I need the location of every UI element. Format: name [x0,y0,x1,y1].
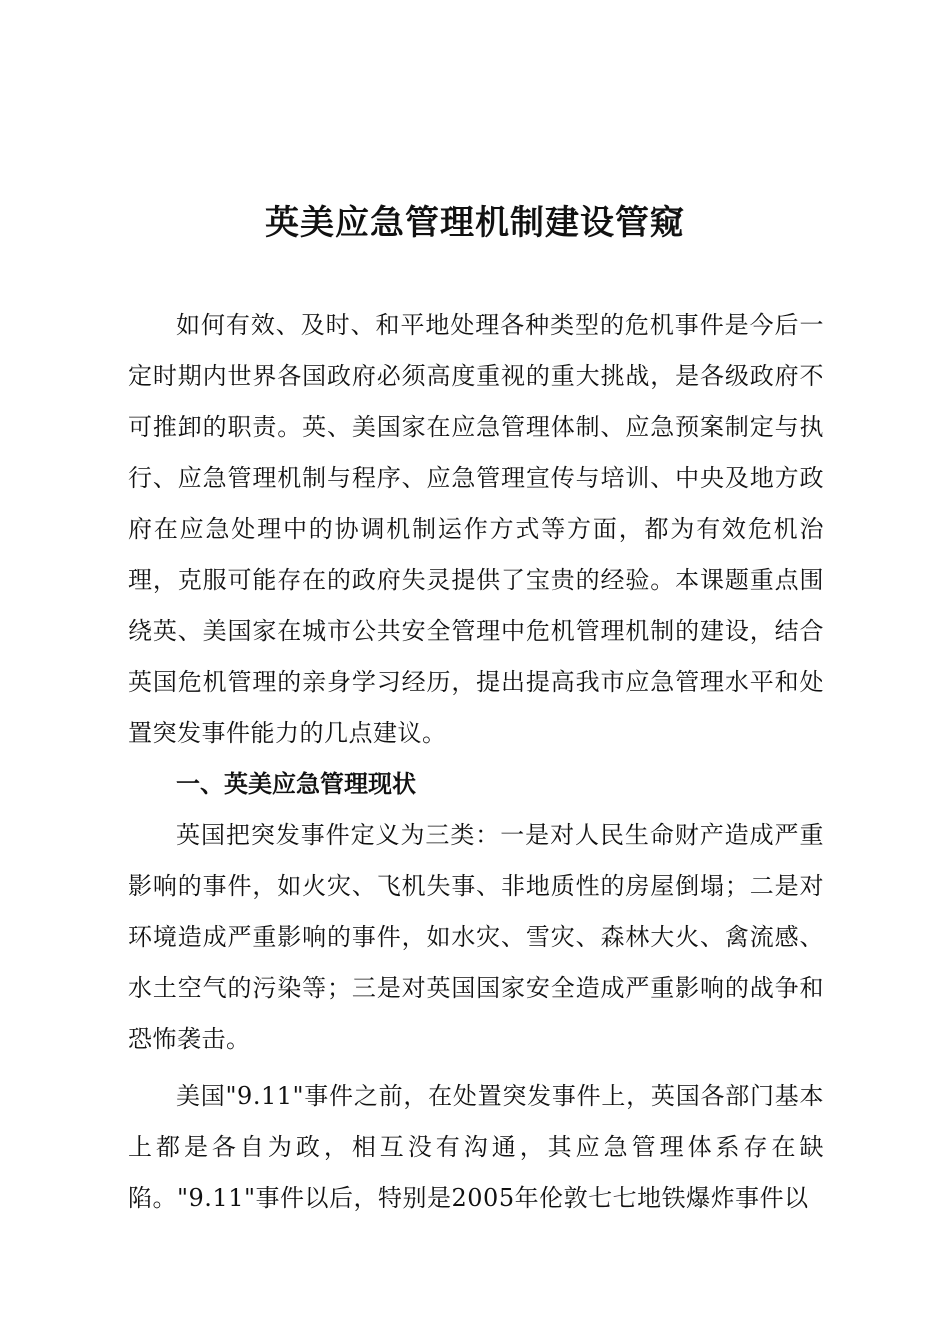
document-body [128,300,824,1224]
section-paragraph-1: 英国把突发事件定义为三类：一是对人民生命财产造成严重影响的事件，如火灾、飞机失事、非地质性的房屋倒塌；二是对环境造成严重影响的事件，如水灾、雪灾、森林大火、禽流感、水土空气的污染等；三是对英国国家安全造成严重影响的战争和恐怖袭击。 [128,821,824,1053]
section-heading: 一、英美应急管理现状 [176,770,416,798]
section-paragraph-2: 美国"9.11"事件之前，在处置突发事件上，英国各部门基本上都是各自为政，相互没有沟通，其应急管理体系存在缺陷。"9.11"事件以后，特别是2005年伦敦七七地铁爆炸事件以 [128,1082,824,1212]
intro-paragraph: 如何有效、及时、和平地处理各种类型的危机事件是今后一定时期内世界各国政府必须高度重视的重大挑战，是各级政府不可推卸的职责。英、美国家在应急管理体制、应急预案制定与执行、应急管理机制与程序、应急管理宣传与培训、中央及地方政府在应急处理中的协调机制运作方式等方面，都为有效危机治理，克服可能存在的政府失灵提供了宝贵的经验。本课题重点围绕英、美国家在城市公共安全管理中危机管理机制的建设，结合英国危机管理的亲身学习经历，提出提高我市应急管理水平和处置突发事件能力的几点建议。 [128,311,824,747]
document-title: 英美应急管理机制建设管窥 [265,203,685,243]
